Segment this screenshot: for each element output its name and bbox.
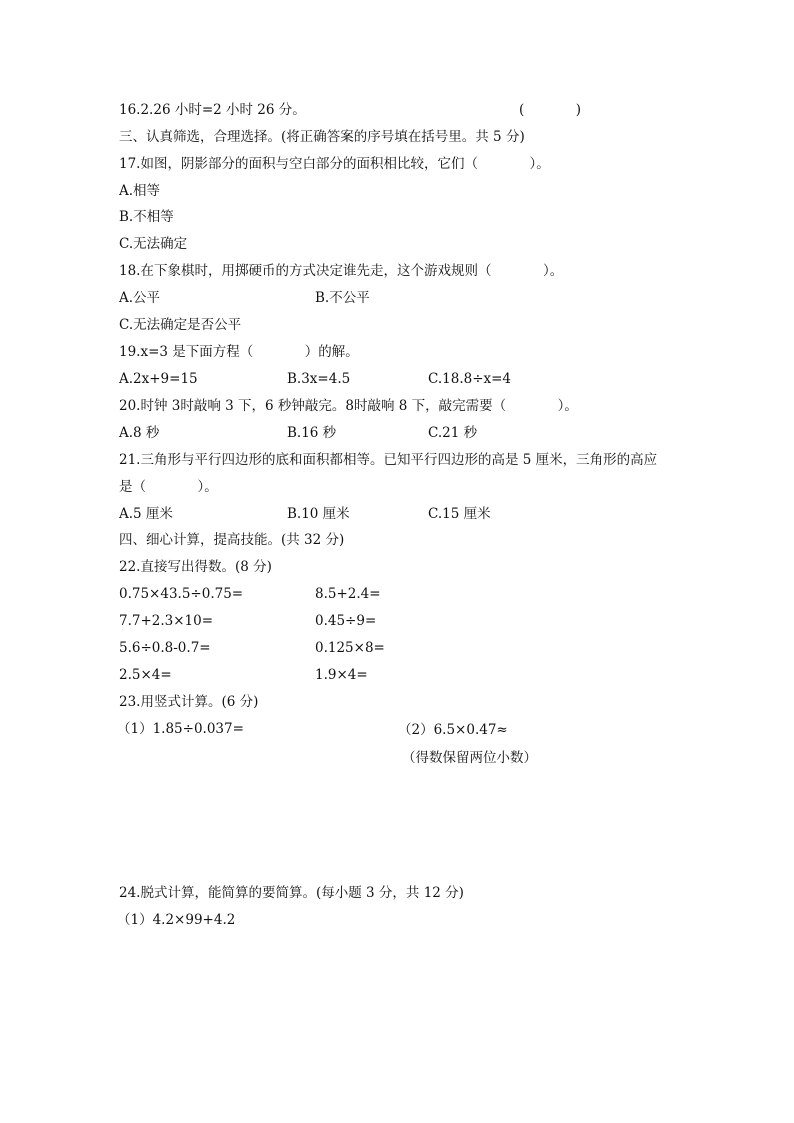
q23-item2-note: （得数保留两位小数） [402,750,537,766]
q20-stem: 20.时钟 3时敲响 3 下，6 秒钟敲完。8时敲响 8 下，敲完需要（ ）。 [119,398,578,414]
q20-option-a[interactable]: A.8 秒 [119,425,160,441]
q18-option-b[interactable]: B.不公平 [315,290,370,306]
q21-option-b[interactable]: B.10 厘米 [287,506,350,522]
q23-title: 23.用竖式计算。(6 分) [119,694,259,710]
q18-option-a[interactable]: A.公平 [119,290,161,306]
q21-option-c[interactable]: C.15 厘米 [428,506,491,522]
q20-option-c[interactable]: C.21 秒 [428,425,478,441]
q17-option-c[interactable]: C.无法确定 [119,236,188,252]
q22-item: 1.9×4= [315,667,368,683]
q22-item: 7.7+2.3×10= [119,613,214,629]
q16-answer-paren[interactable]: ( ) [519,102,582,118]
q21-stem-line1: 21.三角形与平行四边形的底和面积都相等。已知平行四边形的高是 5 厘米，三角形的高应 [119,452,658,468]
q19-option-a[interactable]: A.2x+9=15 [119,371,198,387]
q23-item1: （1）1.85÷0.037= [117,721,244,737]
q16-text: 16.2.26 小时=2 小时 26 分。 [119,102,306,118]
q22-title: 22.直接写出得数。(8 分) [119,559,272,575]
q21-option-a[interactable]: A.5 厘米 [119,506,173,522]
q19-option-c[interactable]: C.18.8÷x=4 [428,371,512,387]
q22-item: 0.45÷9= [315,613,377,629]
q19-option-b[interactable]: B.3x=4.5 [287,371,351,387]
q22-item: 5.6÷0.8-0.7= [119,640,211,656]
q24-title: 24.脱式计算，能简算的要简算。(每小题 3 分，共 12 分) [119,885,464,901]
q22-item: 8.5+2.4= [315,586,381,602]
section3-title: 三、认真筛选，合理选择。(将正确答案的序号填在括号里。共 5 分) [119,129,525,145]
q22-item: 0.75×43.5÷0.75= [119,586,244,602]
q22-item: 0.125×8= [315,640,385,656]
q20-option-b[interactable]: B.16 秒 [287,425,337,441]
q17-option-a[interactable]: A.相等 [119,183,161,199]
q21-stem-line2: 是（ ）。 [119,479,218,495]
q17-stem: 17.如图，阴影部分的面积与空白部分的面积相比较，它们（ ）。 [119,156,550,172]
q19-stem: 19.x=3 是下面方程（ ）的解。 [119,344,359,360]
q23-item2: （2）6.5×0.47≈ [398,722,508,738]
q22-item: 2.5×4= [119,667,172,683]
q24-item1: （1）4.2×99+4.2 [117,912,236,928]
q18-stem: 18.在下象棋时，用掷硬币的方式决定谁先走，这个游戏规则（ ）。 [119,263,564,279]
section4-title: 四、细心计算，提高技能。(共 32 分) [119,532,345,548]
q18-option-c[interactable]: C.无法确定是否公平 [119,317,242,333]
q17-option-b[interactable]: B.不相等 [119,209,174,225]
